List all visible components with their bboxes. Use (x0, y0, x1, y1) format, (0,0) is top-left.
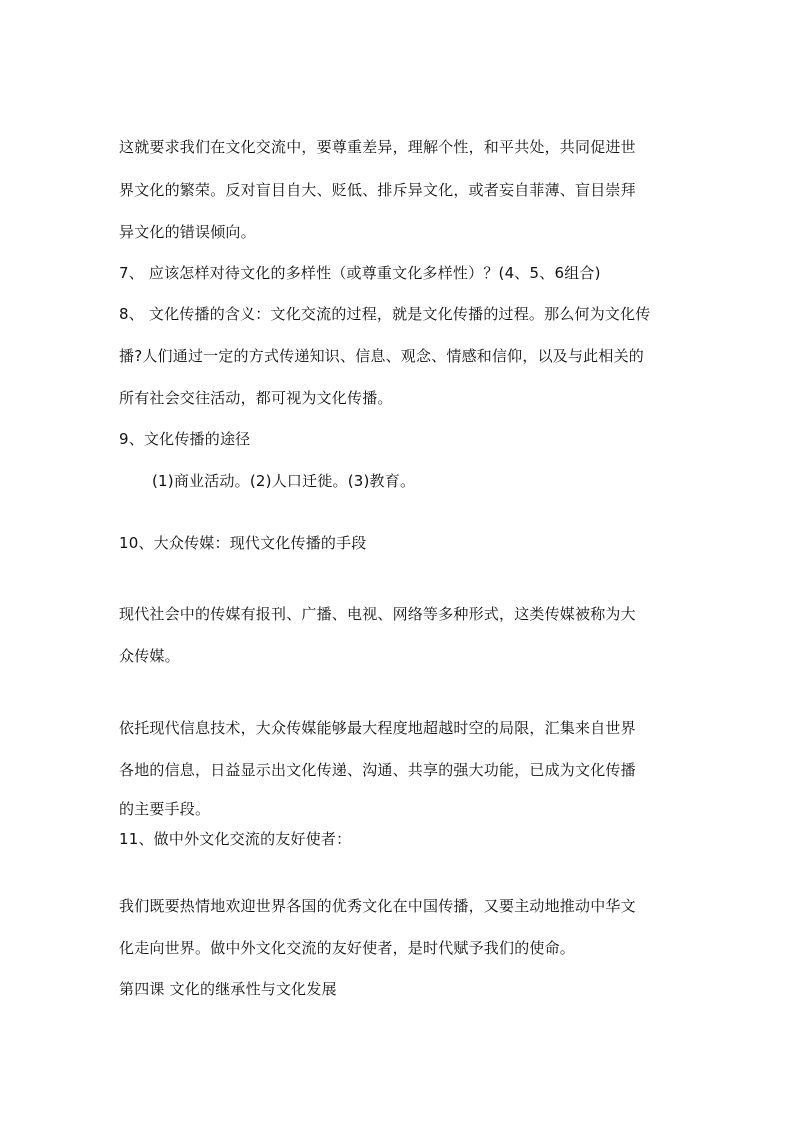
text-line-11: 现代社会中的传媒有报刊、广播、电视、网络等多种形式，这类传媒被称为大 (119, 605, 636, 623)
text-line-17: 我们既要热情地欢迎世界各国的优秀文化在中国传播，又要主动地推动中华文 (119, 897, 636, 915)
section-10-heading: 10、大众传媒：现代文化传播的手段 (119, 534, 367, 552)
text-line-7: 所有社会交往活动，都可视为文化传播。 (119, 389, 393, 407)
text-line-12: 众传媒。 (119, 647, 180, 665)
text-line-13: 依托现代信息技术，大众传媒能够最大程度地超越时空的局限，汇集来自世界 (119, 719, 636, 737)
chapter-heading: 第四课 文化的继承性与文化发展 (119, 980, 337, 998)
text-line-1: 这就要求我们在文化交流中，要尊重差异，理解个性，和平共处，共同促进世 (119, 138, 636, 156)
text-line-18: 化走向世界。做中外文化交流的友好使者，是时代赋予我们的使命。 (119, 939, 576, 957)
text-line-14: 各地的信息，日益显示出文化传递、沟通、共享的强大功能，已成为文化传播 (119, 761, 636, 779)
text-line-6: 播?人们通过一定的方式传递知识、信息、观念、情感和信仰，以及与此相关的 (119, 347, 644, 365)
text-line-15: 的主要手段。 (119, 800, 211, 818)
section-7-heading: 7、 应该怎样对待文化的多样性（或尊重文化多样性）？(4、5、6组合) (119, 264, 601, 282)
text-line-2: 界文化的繁荣。反对盲目自大、贬低、排斥异文化，或者妄自菲薄、盲目崇拜 (119, 181, 636, 199)
text-line-3: 异文化的错误倾向。 (119, 223, 256, 241)
section-9-heading: 9、文化传播的途径 (119, 430, 251, 448)
section-11-heading: 11、做中外文化交流的友好使者： (119, 830, 352, 848)
text-line-9: (1)商业活动。(2)人口迁徙。(3)教育。 (152, 472, 416, 490)
section-8-heading: 8、 文化传播的含义：文化交流的过程，就是文化传播的过程。那么何为文化传 (119, 305, 651, 323)
